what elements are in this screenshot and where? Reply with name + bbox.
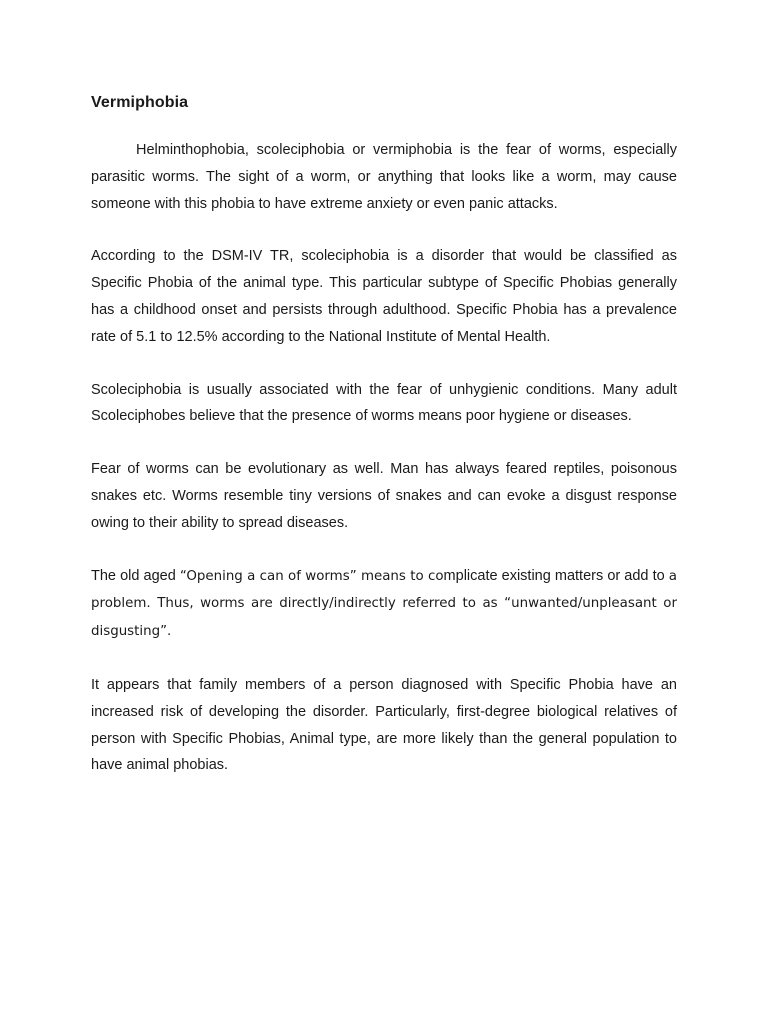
paragraph-idiom (91, 563, 677, 646)
paragraph-evolutionary-fear: Fear of worms can be evolutionary as well. Man has always feared reptiles, poisonous snakes etc. Worms resemble tiny versions of snakes and can evoke a disgust response owing to their ability to spread diseases. (91, 461, 677, 531)
idiom-intro-text: The old aged (91, 567, 180, 584)
paragraph-family-risk: It appears that family members of a person diagnosed with Specific Phobia have an increased risk of developing the disorder. Particularly, first-degree biological relatives of person with Specific Phobias, Animal type, are more likely than the general population to have animal phobias. (91, 676, 677, 774)
document-title: Vermiphobia (91, 94, 189, 111)
idiom-conclusion-text: a problem. Thus, worms are directly/indirectly referred to as “unwanted/unpleasant or disgusting”. (91, 568, 677, 640)
idiom-middle-text: mplicate existing matters or add to (443, 567, 669, 584)
document-page (91, 88, 677, 779)
paragraph-dsm-classification: According to the DSM-IV TR, scoleciphobia is a disorder that would be classified as Specific Phobia of the animal type. This particular subtype of Specific Phobias generally has a childhood onset and persists through adulthood. Specific Phobia has a prevalence rate of 5.1 to 12.5% according to the National Institute of Mental Health. (91, 248, 677, 345)
idiom-quote-text: “Opening a can of worms” means to co (179, 568, 444, 584)
paragraph-definition: Helminthophobia, scoleciphobia or vermiphobia is the fear of worms, especially parasitic worms. The sight of a worm, or anything that looks like a worm, may cause someone with this phobia to have extreme anxiety or even panic attacks. (91, 142, 677, 212)
paragraph-hygiene-association: Scoleciphobia is usually associated with the fear of unhygienic conditions. Many adult Scoleciphobes believe that the presence of worms means poor hygiene or diseases. (91, 381, 677, 425)
